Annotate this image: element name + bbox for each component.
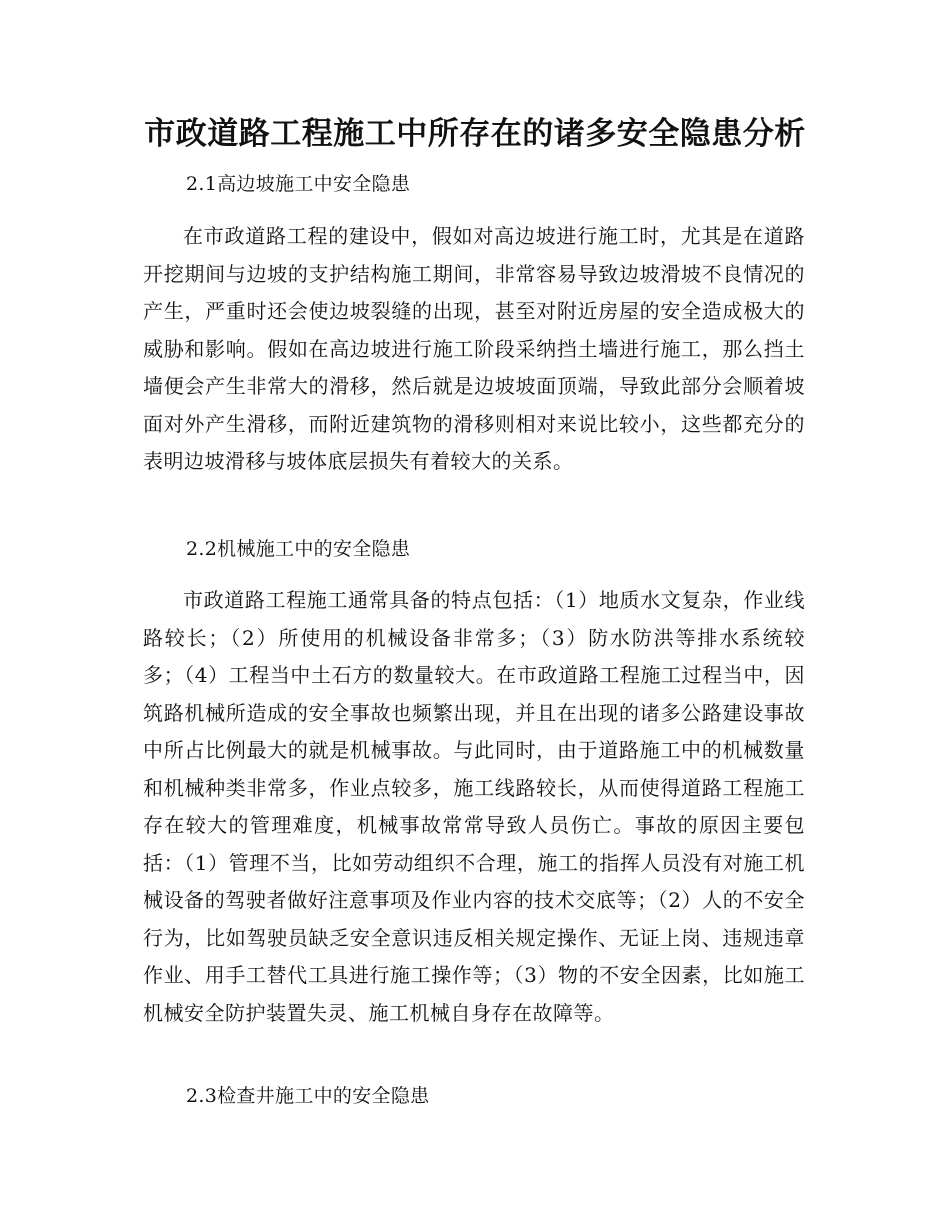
- section-paragraph-2-2: 市政道路工程施工通常具备的特点包括：（1）地质水文复杂，作业线路较长；（2）所使用的机械设备非常多；（3）防水防洪等排水系统较多；（4）工程当中土石方的数量较大。在市政道路工程施工过程当中，因筑路机械所造成的安全事故也频繁出现，并且在出现的诸多公路建设事故中所占比例最大的就是机械事故。与此同时，由于道路施工中的机械数量和机械种类非常多，作业点较多，施工线路较长，从而使得道路工程施工存在较大的管理难度，机械事故常常导致人员伤亡。事故的原因主要包括：（1）管理不当，比如劳动组织不合理，施工的指挥人员没有对施工机械设备的驾驶者做好注意事项及作业内容的技术交底等；（2）人的不安全行为，比如驾驶员缺乏安全意识违反相关规定操作、无证上岗、违规违章作业、用手工替代工具进行施工操作等；（3）物的不安全因素，比如施工机械安全防护装置失灵、施工机械自身存在故障等。: [143, 588, 805, 1025]
- section-paragraph-2-1: 在市政道路工程的建设中，假如对高边坡进行施工时，尤其是在道路开挖期间与边坡的支护结构施工期间，非常容易导致边坡滑坡不良情况的产生，严重时还会使边坡裂缝的出现，甚至对附近房屋的安全造成极大的威胁和影响。假如在高边坡进行施工阶段采纳挡土墙进行施工，那么挡土墙便会产生非常大的滑移，然后就是边坡坡面顶端，导致此部分会顺着坡面对外产生滑移，而附近建筑物的滑移则相对来说比较小，这些都充分的表明边坡滑移与坡体底层损失有着较大的关系。: [143, 224, 805, 473]
- document-title: 市政道路工程施工中所存在的诸多安全隐患分析: [144, 116, 806, 152]
- section-heading-2-2: 2.2机械施工中的安全隐患: [186, 538, 411, 560]
- section-heading-2-3: 2.3检查井施工中的安全隐患: [186, 1085, 430, 1107]
- section-heading-2-1: 2.1高边坡施工中安全隐患: [186, 173, 411, 195]
